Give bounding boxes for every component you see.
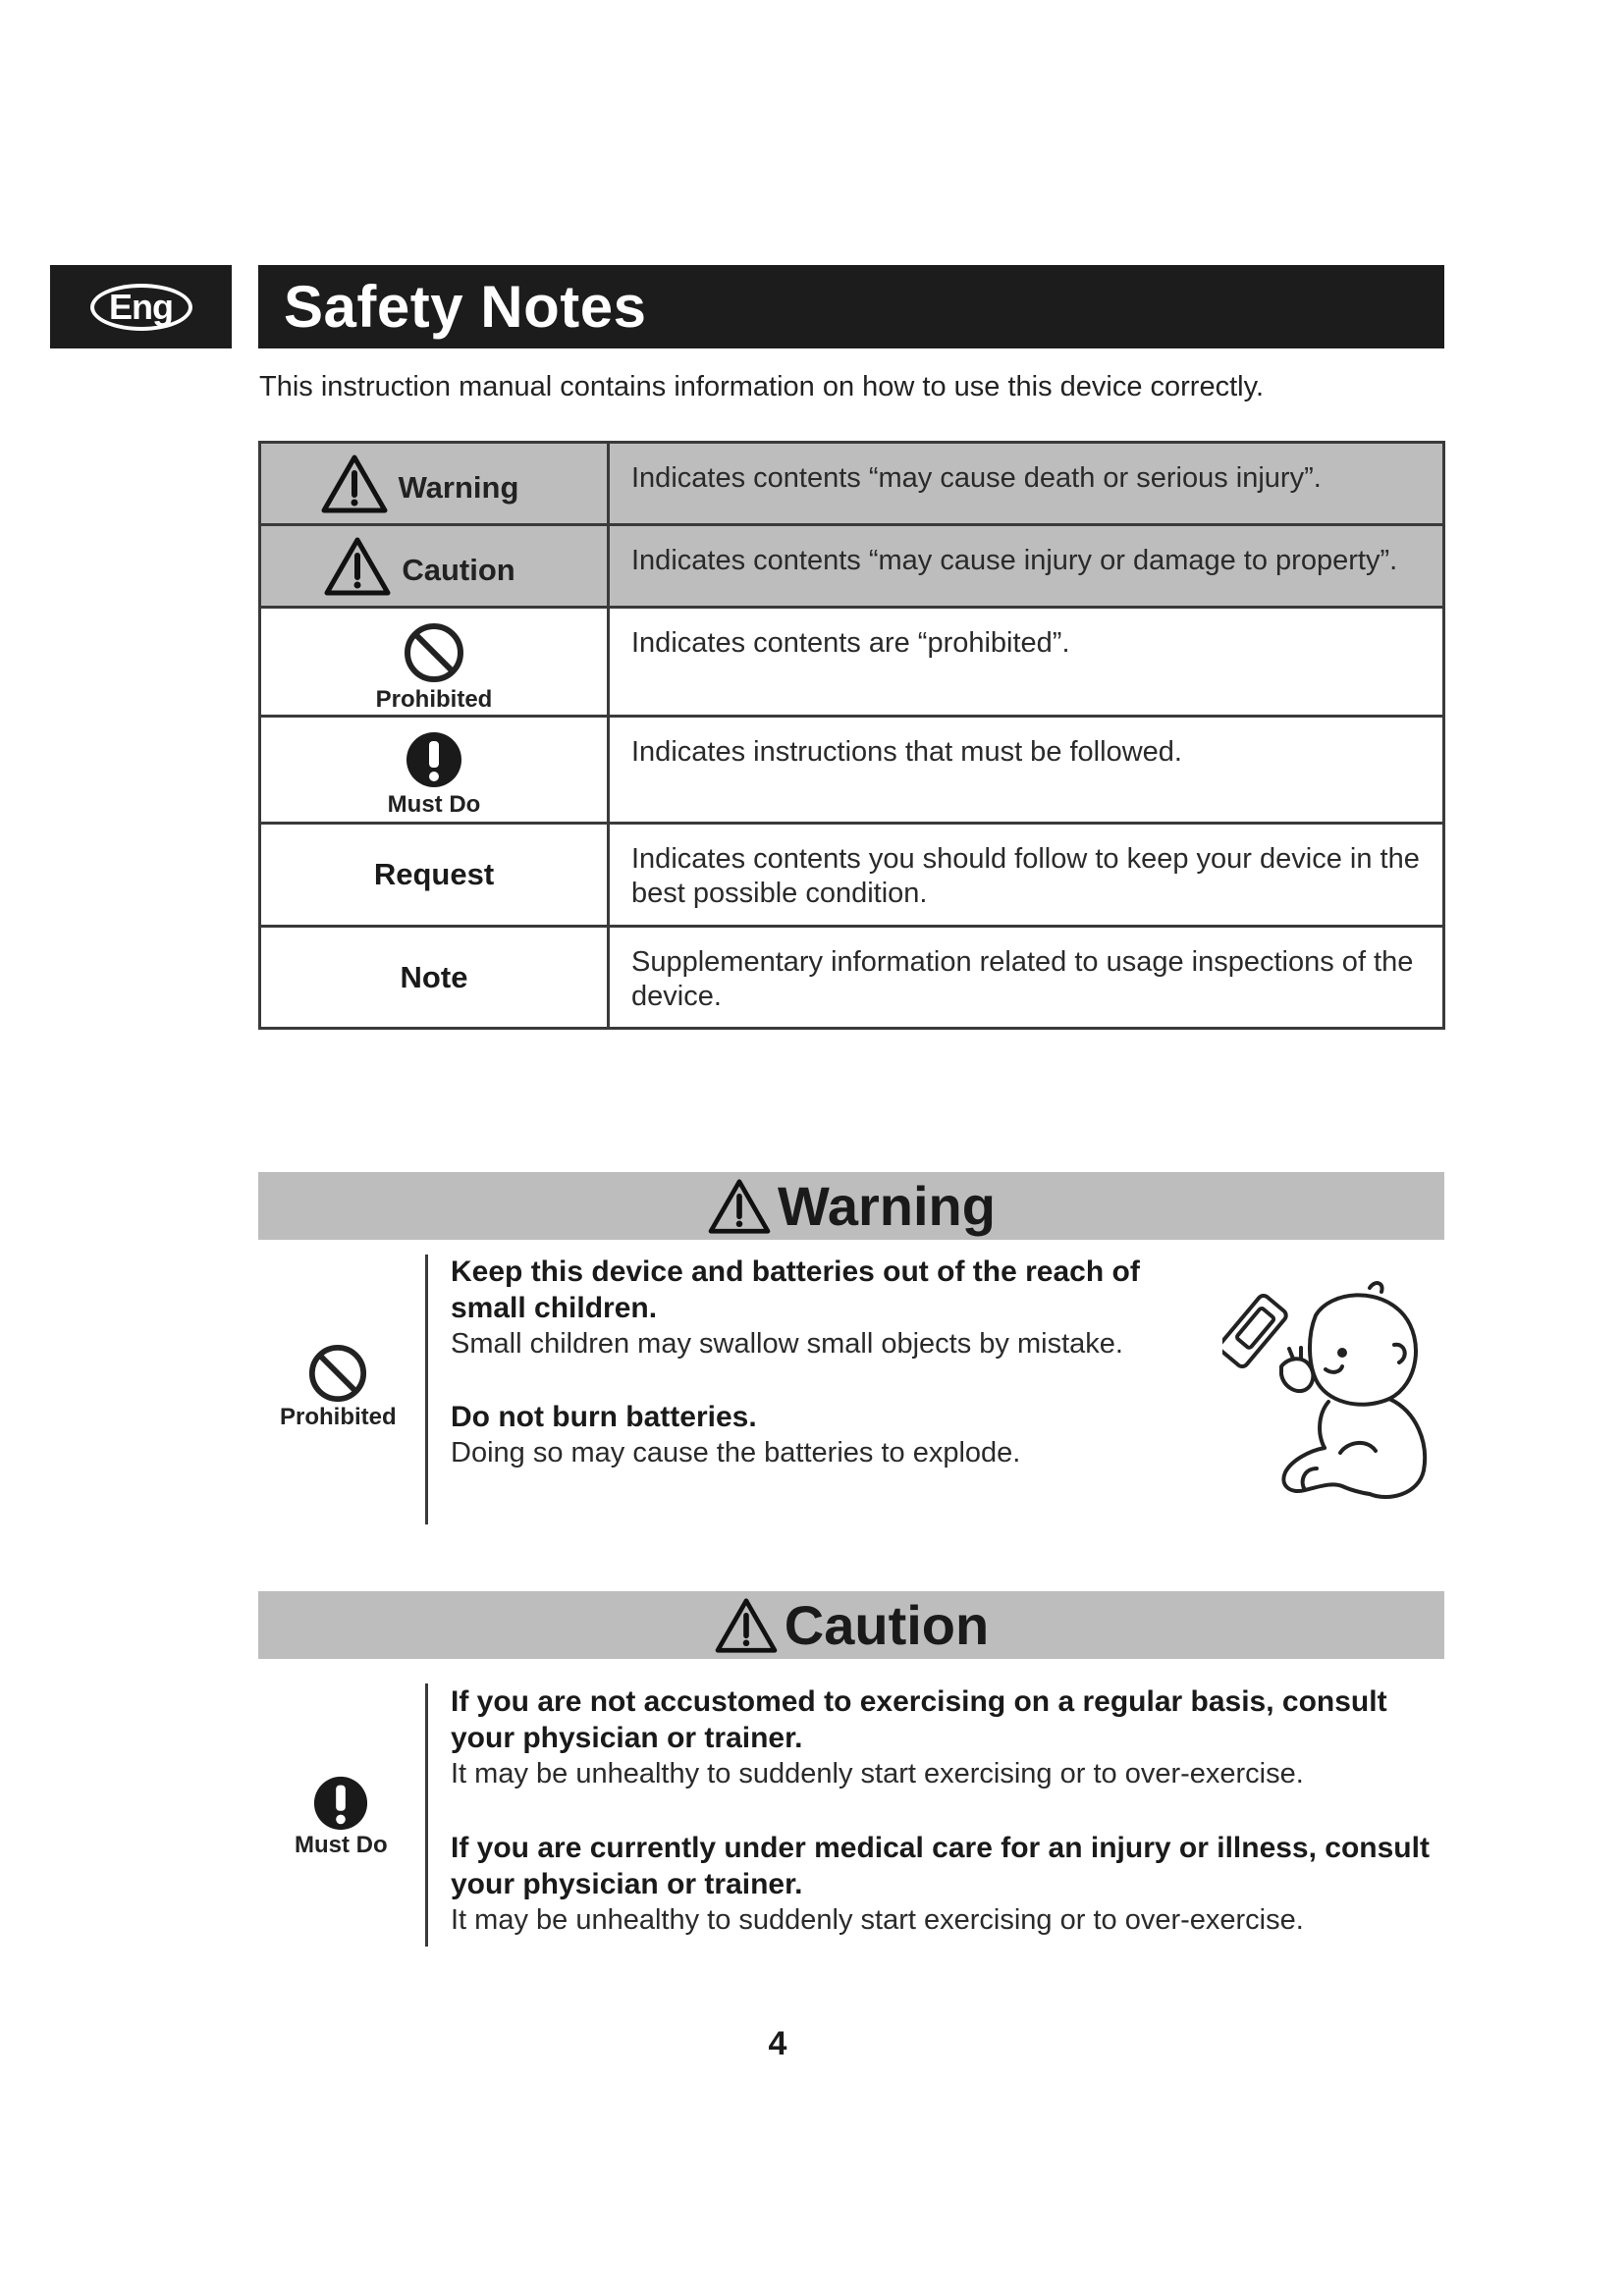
warning-item — [451, 1254, 1158, 1362]
page-number-text: 4 — [768, 2025, 787, 2062]
page-title: Safety Notes — [284, 274, 647, 340]
must-do-icon — [405, 730, 463, 789]
legend-row-warning — [260, 443, 1444, 525]
intro-text: This instruction manual contains information on how to use this device correctly. — [259, 371, 1265, 402]
caution-item — [451, 1830, 1442, 1938]
divider-line — [425, 1255, 428, 1524]
legend-symbol-label: Prohibited — [375, 686, 493, 713]
symbol-legend-table — [258, 441, 1445, 1030]
prohibited-icon — [307, 1343, 368, 1404]
legend-description: Indicates contents are “prohibited”. — [609, 608, 1444, 717]
legend-symbol-label: Caution — [402, 552, 515, 587]
legend-row-must-do — [260, 717, 1444, 824]
must-do-icon — [312, 1775, 369, 1832]
item-body: Doing so may cause the batteries to explode. — [451, 1437, 1021, 1468]
side-symbol-label: Must Do — [295, 1832, 388, 1858]
caution-title: Caution — [784, 1594, 990, 1656]
legend-row-prohibited — [260, 608, 1444, 717]
item-body: It may be unhealthy to suddenly start exercising or to over-exercise. — [451, 1758, 1304, 1789]
item-body: Small children may swallow small objects by mistake. — [451, 1328, 1123, 1360]
item-body: It may be unhealthy to suddenly start exercising or to over-exercise. — [451, 1904, 1304, 1936]
side-symbol-label: Prohibited — [280, 1404, 397, 1430]
item-heading: If you are not accustomed to exercising on a regular basis, consult your physician or trainer. — [451, 1685, 1387, 1754]
prohibited-icon — [403, 621, 465, 684]
warning-triangle-icon — [320, 454, 389, 514]
legend-row-note — [260, 927, 1444, 1029]
legend-description: Indicates contents “may cause injury or damage to property”. — [609, 525, 1444, 608]
item-heading: Keep this device and batteries out of the reach of small children. — [451, 1255, 1140, 1324]
caution-banner — [258, 1591, 1444, 1659]
legend-description: Indicates contents you should follow to keep your device in the best possible condition. — [609, 824, 1444, 927]
legend-description: Supplementary information related to usage inspections of the device. — [609, 927, 1444, 1029]
language-tab — [50, 265, 232, 348]
legend-symbol-label: Note — [400, 959, 468, 994]
legend-row-caution — [260, 525, 1444, 608]
legend-symbol-label: Must Do — [387, 791, 481, 818]
child-with-device-illustration — [1222, 1276, 1443, 1512]
warning-title: Warning — [778, 1175, 996, 1237]
page-number — [0, 2025, 1624, 2063]
caution-side-symbol — [295, 1775, 388, 1859]
warning-banner — [258, 1172, 1444, 1240]
divider-line — [425, 1683, 428, 1947]
caution-triangle-icon — [323, 536, 392, 597]
warning-item — [451, 1399, 1158, 1470]
warning-side-symbol — [280, 1343, 397, 1431]
caution-item — [451, 1683, 1442, 1791]
title-bar — [258, 265, 1444, 348]
item-heading: If you are currently under medical care for an injury or illness, consult your physician or trainer. — [451, 1832, 1430, 1900]
legend-symbol-label: Request — [373, 857, 495, 891]
warning-triangle-icon — [707, 1178, 772, 1235]
legend-description: Indicates instructions that must be followed. — [609, 717, 1444, 824]
legend-row-request — [260, 824, 1444, 927]
legend-description: Indicates contents “may cause death or serious injury”. — [609, 443, 1444, 525]
language-badge — [90, 284, 192, 331]
language-label: Eng — [109, 286, 173, 327]
caution-triangle-icon — [714, 1597, 779, 1654]
item-heading: Do not burn batteries. — [451, 1401, 757, 1433]
legend-symbol-label: Warning — [398, 469, 519, 505]
